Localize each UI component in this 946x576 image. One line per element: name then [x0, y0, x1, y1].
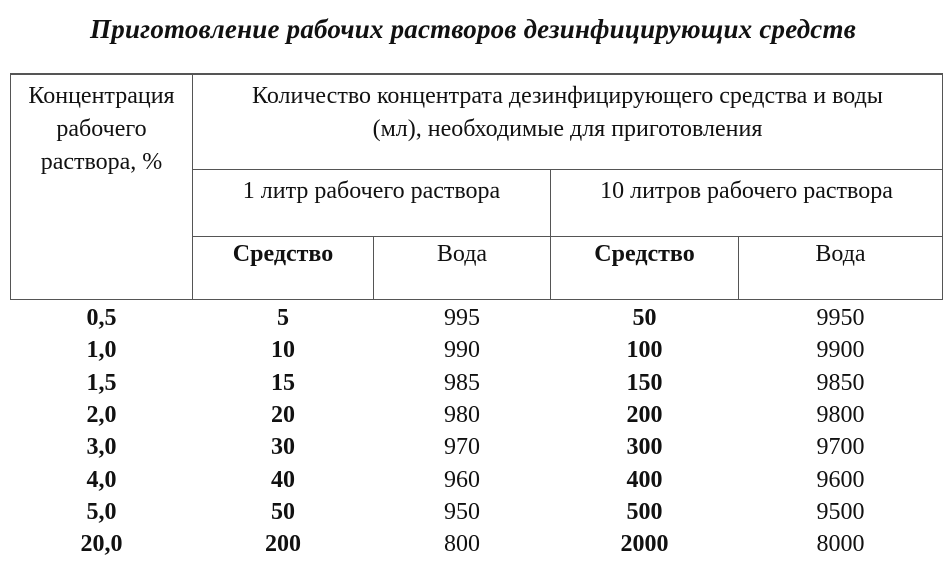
header-water-1l: Вода	[436, 241, 488, 267]
cell-agent-10l: 200	[626, 401, 663, 428]
page-title: Приготовление рабочих растворов дезинфицирующих средств	[90, 14, 856, 44]
cell-conc: 20,0	[80, 531, 123, 558]
cell-conc: 0,5	[86, 305, 117, 331]
cell-agent-1l: 200	[265, 531, 301, 558]
header-divider-2	[192, 236, 943, 237]
cell-conc: 1,5	[86, 369, 117, 396]
cell-water-10l: 9900	[816, 337, 865, 364]
cell-water-10l: 9700	[816, 434, 865, 461]
cell-agent-10l: 2000	[620, 531, 669, 558]
header-water-10l: Вода	[815, 241, 866, 267]
cell-water-1l: 980	[444, 401, 480, 428]
header-concentration-line-2: рабочего	[56, 116, 147, 142]
header-concentration	[11, 80, 192, 179]
header-group-1l: 1 литр рабочего раствора	[242, 178, 501, 204]
cell-agent-1l: 30	[271, 434, 295, 461]
cell-agent-1l: 20	[271, 401, 295, 428]
cell-water-1l: 995	[444, 305, 480, 331]
cell-water-10l: 9600	[816, 466, 865, 493]
header-concentration-line-3: раствора, %	[40, 149, 163, 175]
cell-water-10l: 8000	[816, 531, 865, 558]
cell-conc: 4,0	[86, 466, 117, 493]
cell-agent-10l: 100	[626, 337, 663, 364]
cell-agent-10l: 500	[626, 498, 663, 525]
cell-agent-1l: 10	[271, 337, 295, 364]
cell-water-10l: 9850	[816, 369, 865, 396]
cell-agent-1l: 15	[271, 369, 295, 396]
header-group-10l: 10 литров рабочего раствора	[600, 178, 893, 204]
header-amount-line-1: Количество концентрата дезинфицирующего средства и воды	[252, 83, 883, 109]
header-divider-1	[192, 169, 943, 170]
header-concentration-line-1: Концентрация	[28, 83, 175, 109]
cell-agent-10l: 50	[632, 305, 657, 331]
cell-water-1l: 950	[444, 498, 480, 525]
cell-water-1l: 985	[444, 369, 480, 396]
cell-agent-1l: 50	[271, 498, 295, 525]
cell-conc: 2,0	[86, 401, 117, 428]
cell-water-1l: 970	[444, 434, 480, 461]
table-top-border	[10, 73, 943, 75]
header-bottom-border	[10, 299, 943, 300]
cell-water-1l: 800	[444, 531, 480, 558]
header-agent-10l: Средство	[594, 241, 695, 267]
cell-water-1l: 960	[444, 466, 480, 493]
cell-conc: 5,0	[86, 498, 117, 525]
cell-water-10l: 9800	[816, 401, 865, 428]
table-right-border	[942, 73, 943, 300]
cell-water-10l: 9950	[816, 305, 865, 331]
header-amount	[193, 80, 942, 146]
cell-agent-10l: 400	[626, 466, 663, 493]
cell-water-10l: 9500	[816, 498, 865, 525]
cell-conc: 1,0	[86, 337, 117, 364]
cell-agent-1l: 40	[271, 466, 295, 493]
cell-water-1l: 990	[444, 337, 480, 364]
cell-conc: 3,0	[86, 434, 117, 461]
header-amount-line-2: (мл), необходимые для приготовления	[372, 116, 763, 142]
header-agent-1l: Средство	[232, 241, 334, 267]
cell-agent-1l: 5	[277, 305, 289, 331]
cell-agent-10l: 300	[626, 434, 663, 461]
cell-agent-10l: 150	[626, 369, 663, 396]
